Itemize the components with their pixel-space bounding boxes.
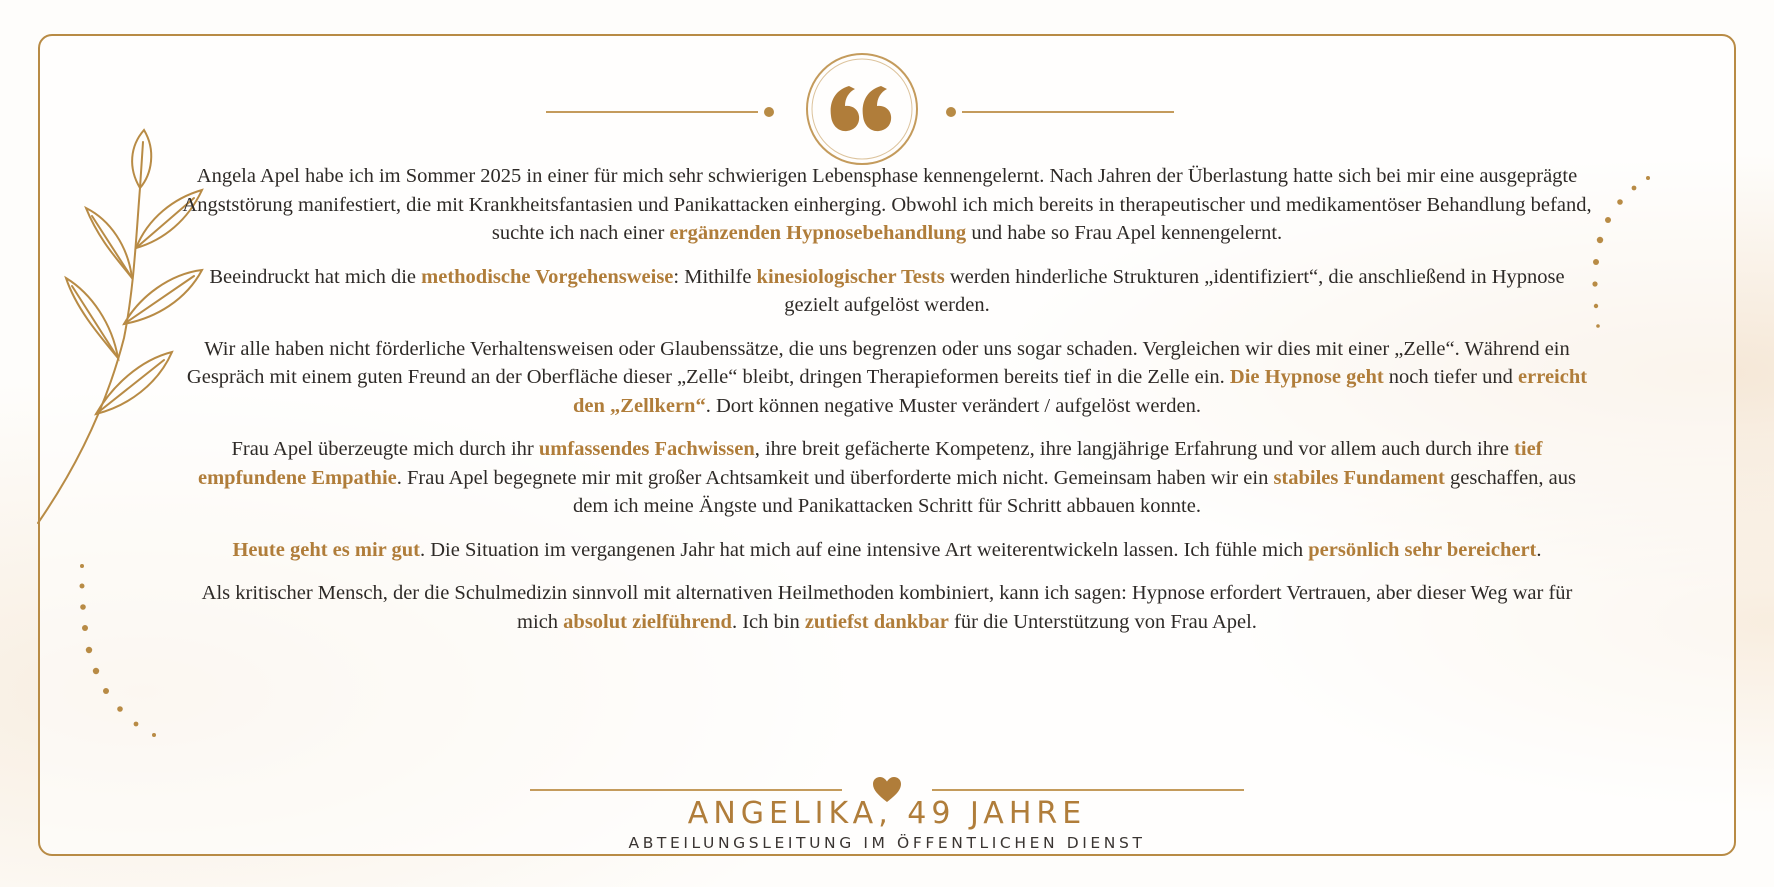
dots-arc-left — [70, 560, 190, 740]
divider-dot-right — [946, 107, 956, 117]
paragraph-4 — [180, 435, 1594, 521]
text: Wir alle haben nicht förderliche Verhaltensweisen oder Glaubenssätze, die uns begrenzen oder uns sogar schaden. Vergleichen wir dies mit einer „Zelle“. Während ein Gespräch mit einem guten Freund an der Oberfläche dieser „Zelle“ bleibt, dringen Therapieformen bereits tief in die Zelle ein. — [186, 337, 1570, 388]
text: . Die Situation im vergangenen Jahr hat mich auf eine intensive Art weiterentwickeln lassen. Ich fühle mich — [420, 538, 1309, 561]
highlight: ergänzenden Hypnosebehandlung — [669, 222, 967, 244]
highlight: absolut zielführend — [563, 610, 732, 633]
text: , ihre breit gefächerte Kompetenz, ihre langjährige Erfahrung und vor allem auch durch ihre — [754, 438, 1515, 460]
quote-header — [540, 50, 1180, 170]
signature-block — [520, 770, 1254, 860]
highlight: Heute geht es mir gut — [232, 538, 420, 561]
text: . Ich bin — [731, 610, 805, 633]
text: und habe so Frau Apel kennengelernt. — [966, 222, 1283, 244]
paragraph-3 — [180, 335, 1594, 421]
divider-dot-left — [764, 107, 774, 117]
divider-line-left — [546, 111, 758, 113]
highlight: persönlich sehr bereichert — [1308, 538, 1537, 561]
highlight: erreicht den „Zellkern“ — [573, 366, 1588, 417]
divider-line-right — [962, 111, 1174, 113]
text: Beeindruckt hat mich die — [209, 265, 422, 288]
text: Angela Apel habe ich im Sommer 2025 in einer für mich sehr schwierigen Lebensphase kennengelernt. Nach Jahren der Überlastung hatte sich bei mir eine ausgeprägte Angststörung manifestiert, die mit Krankheitsfantasien und Panikattacken einherging. Obwohl ich mich bereits in therapeutischer und medikamentöser Behandlung befand, suchte ich nach einer — [182, 165, 1592, 244]
double-quote-icon — [805, 52, 919, 166]
signature-line-right — [932, 789, 1244, 791]
text: Frau Apel überzeugte mich durch ihr — [231, 438, 539, 460]
testimonial-text — [180, 162, 1594, 651]
author-role: ABTEILUNGSLEITUNG IM ÖFFENTLICHEN DIENST — [628, 834, 1146, 852]
text: . Dort können negative Muster verändert / aufgelöst werden. — [705, 394, 1201, 417]
highlight: Die Hypnose geht — [1229, 366, 1384, 388]
text: für die Unterstützung von Frau Apel. — [948, 610, 1257, 633]
text: geschaffen, aus dem ich meine Ängste und Panikattacken Schritt für Schritt abbauen konnte. — [573, 466, 1576, 517]
signature-line-left — [530, 789, 842, 791]
text: noch tiefer und — [1383, 366, 1519, 388]
highlight: tief empfundene Empathie — [198, 438, 1543, 489]
paragraph-5 — [180, 536, 1594, 565]
text: werden hinderliche Strukturen „identifiziert“, die anschließend in Hypnose gezielt aufgelöst werden. — [784, 265, 1565, 316]
highlight: methodische Vorgehensweise — [421, 265, 674, 288]
highlight: umfassendes Fachwissen — [538, 438, 755, 460]
highlight: zutiefst dankbar — [804, 610, 949, 633]
highlight: kinesiologischer Tests — [756, 265, 945, 288]
text: . Frau Apel begegnete mir mit großer Achtsamkeit und überforderte mich nicht. Gemeinsam haben wir ein — [396, 466, 1274, 489]
author-name: ANGELIKA, 49 JAHRE — [687, 796, 1087, 831]
text: . — [1536, 538, 1542, 561]
highlight: stabiles Fundament — [1273, 466, 1445, 489]
paragraph-2 — [180, 263, 1594, 320]
paragraph-6 — [180, 579, 1594, 636]
text: Als kritischer Mensch, der die Schulmedizin sinnvoll mit alternativen Heilmethoden kombiniert, kann ich sagen: Hypnose erfordert Vertrauen, aber dieser Weg war für mich — [201, 582, 1573, 633]
text: : Mithilfe — [673, 265, 757, 288]
paragraph-1 — [180, 162, 1594, 248]
